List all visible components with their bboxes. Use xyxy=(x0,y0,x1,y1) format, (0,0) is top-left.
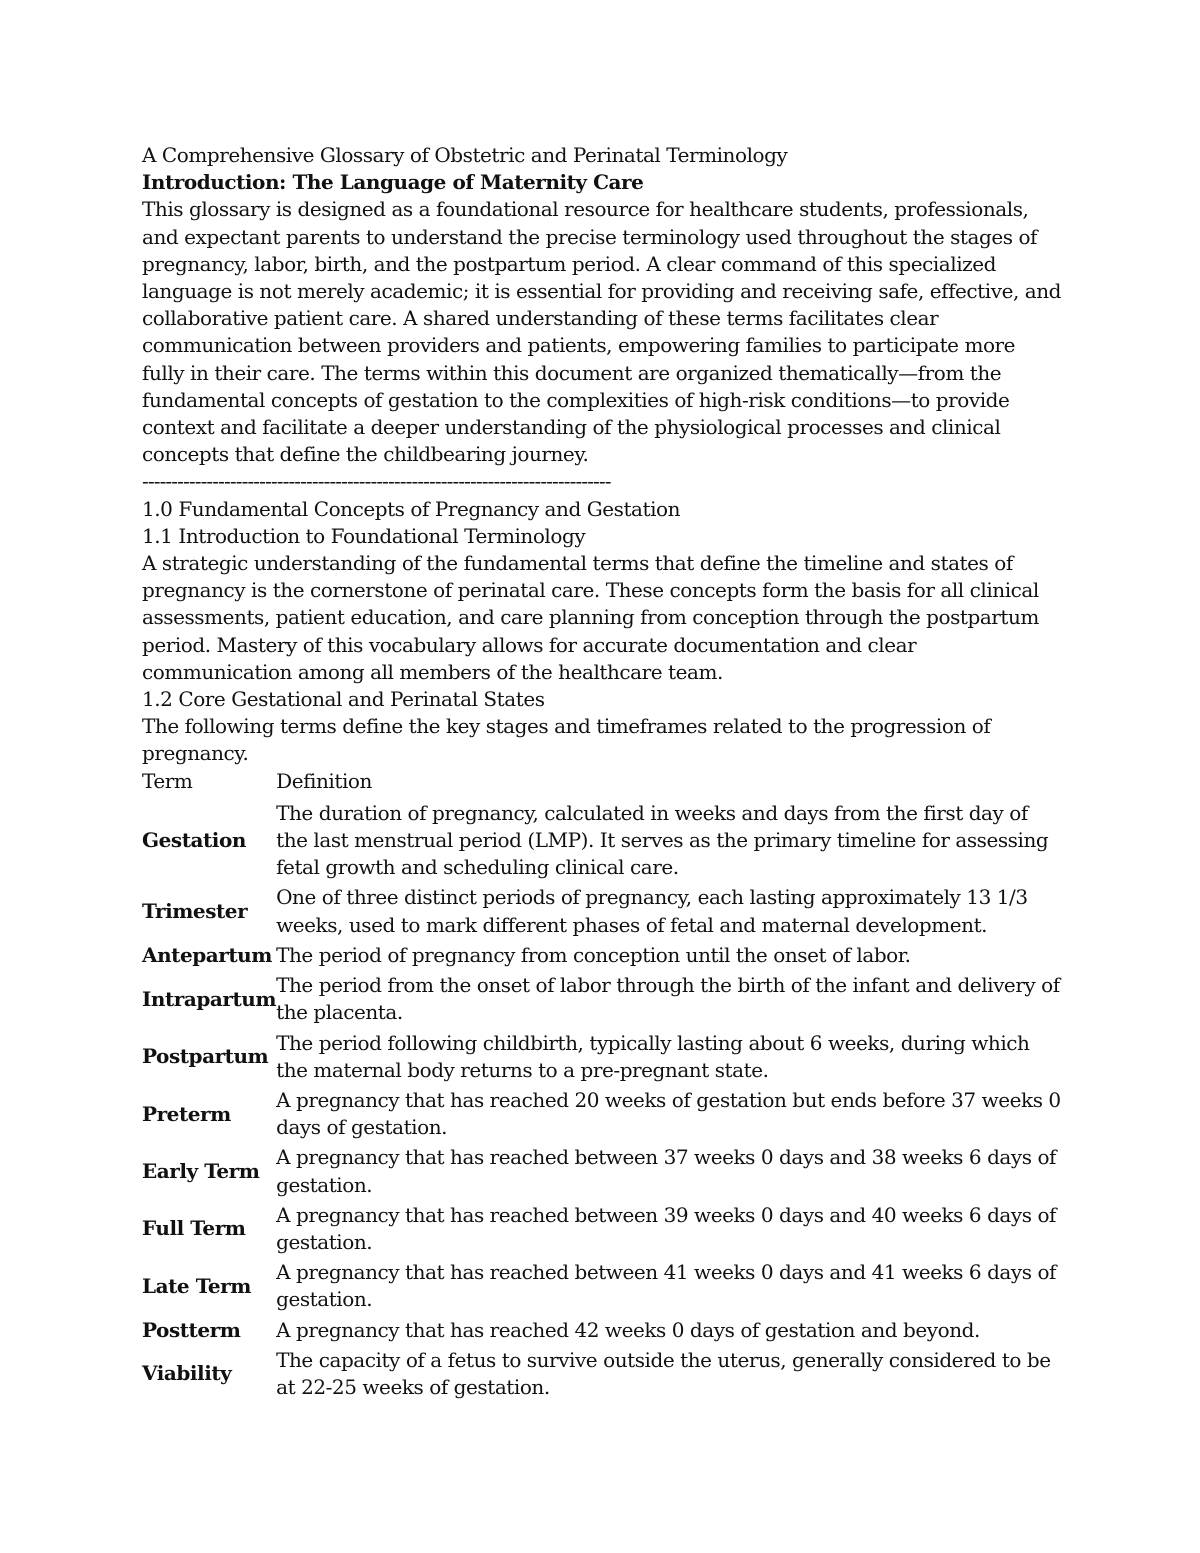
intro-paragraph: This glossary is designed as a foundational resource for healthcare students, professionals, and expectant parents to understand the precise terminology used throughout the stages of pregnancy, labor, birth, and the postpartum period. A clear command of this specialized language is not merely academic; it is essential for providing and receiving safe, effective, and collaborative patient care. A shared understanding of these terms facilitates clear communication between providers and patients, empowering families to participate more fully in their care. The terms within this document are organized thematically—from the fundamental concepts of gestation to the complexities of high-risk conditions—to provide context and facilitate a deeper understanding of the physiological processes and clinical concepts that define the childbearing journey. xyxy=(142,197,1062,467)
section-1-1-paragraph: A strategic understanding of the fundamental terms that define the timeline and states of pregnancy is the cornerstone of perinatal care. These concepts form the basis for all clinical assessments, patient education, and care planning from conception through the postpartum period. Mastery of this vocabulary allows for accurate documentation and clear communication among all members of the healthcare team. xyxy=(142,551,1039,684)
definition-cell: The period following childbirth, typically lasting about 6 weeks, during which the maternal body returns to a pre-pregnant state. xyxy=(276,1030,1030,1082)
intro-heading: Introduction: The Language of Maternity Care xyxy=(142,170,644,195)
term-cell: Postpartum xyxy=(142,1044,269,1069)
term-cell: Full Term xyxy=(142,1216,246,1241)
table-row xyxy=(142,1200,1062,1257)
table-row xyxy=(142,882,1062,939)
table-row xyxy=(142,1315,1062,1345)
term-cell: Late Term xyxy=(142,1273,251,1298)
term-cell: Postterm xyxy=(142,1317,241,1342)
term-cell: Trimester xyxy=(142,899,248,924)
term-cell: Preterm xyxy=(142,1101,231,1126)
section-1-title: 1.0 Fundamental Concepts of Pregnancy and Gestation xyxy=(142,496,681,521)
section-divider: -------------------------------------------------------------------------------- xyxy=(142,469,611,494)
document-page xyxy=(142,142,1062,1402)
definition-cell: The capacity of a fetus to survive outside the uterus, generally considered to be at 22-25 weeks of gestation. xyxy=(276,1347,1051,1399)
term-cell: Intrapartum xyxy=(142,986,277,1011)
table-row xyxy=(142,1085,1062,1142)
definition-cell: The period from the onset of labor through the birth of the infant and delivery of the placenta. xyxy=(276,973,1060,1025)
column-header-term: Term xyxy=(142,768,193,793)
document-title: A Comprehensive Glossary of Obstetric and Perinatal Terminology xyxy=(142,143,788,167)
table-row xyxy=(142,1257,1062,1314)
term-cell: Antepartum xyxy=(142,942,272,967)
term-cell: Gestation xyxy=(142,828,246,853)
table-row xyxy=(142,1345,1062,1402)
section-1-2-title: 1.2 Core Gestational and Perinatal States xyxy=(142,687,545,712)
definition-cell: A pregnancy that has reached between 37 weeks 0 days and 38 weeks 6 days of gestation. xyxy=(276,1145,1057,1197)
glossary-table-header xyxy=(142,768,1062,798)
table-row xyxy=(142,1028,1062,1085)
section-1-1-title: 1.1 Introduction to Foundational Terminology xyxy=(142,523,586,548)
table-row xyxy=(142,970,1062,1027)
table-row xyxy=(142,940,1062,970)
definition-cell: A pregnancy that has reached between 39 weeks 0 days and 40 weeks 6 days of gestation. xyxy=(276,1202,1057,1254)
table-row xyxy=(142,1142,1062,1199)
definition-cell: A pregnancy that has reached between 41 weeks 0 days and 41 weeks 6 days of gestation. xyxy=(276,1260,1057,1312)
definition-cell: A pregnancy that has reached 20 weeks of gestation but ends before 37 weeks 0 days of gestation. xyxy=(276,1087,1061,1140)
table-row xyxy=(142,798,1062,883)
definition-cell: A pregnancy that has reached 42 weeks 0 days of gestation and beyond. xyxy=(276,1317,980,1342)
definition-cell: One of three distinct periods of pregnancy, each lasting approximately 13 1/3 weeks, used to mark different phases of fetal and maternal development. xyxy=(276,885,1028,937)
column-header-definition: Definition xyxy=(276,768,372,793)
definition-cell: The duration of pregnancy, calculated in weeks and days from the first day of the last menstrual period (LMP). It serves as the primary timeline for assessing fetal growth and scheduling clinical care. xyxy=(276,800,1049,880)
section-1-2-paragraph: The following terms define the key stages and timeframes related to the progression of pregnancy. xyxy=(142,714,991,766)
glossary-table xyxy=(142,768,1062,1402)
term-cell: Viability xyxy=(142,1361,232,1386)
term-cell: Early Term xyxy=(142,1158,260,1183)
definition-cell: The period of pregnancy from conception until the onset of labor. xyxy=(276,942,911,967)
